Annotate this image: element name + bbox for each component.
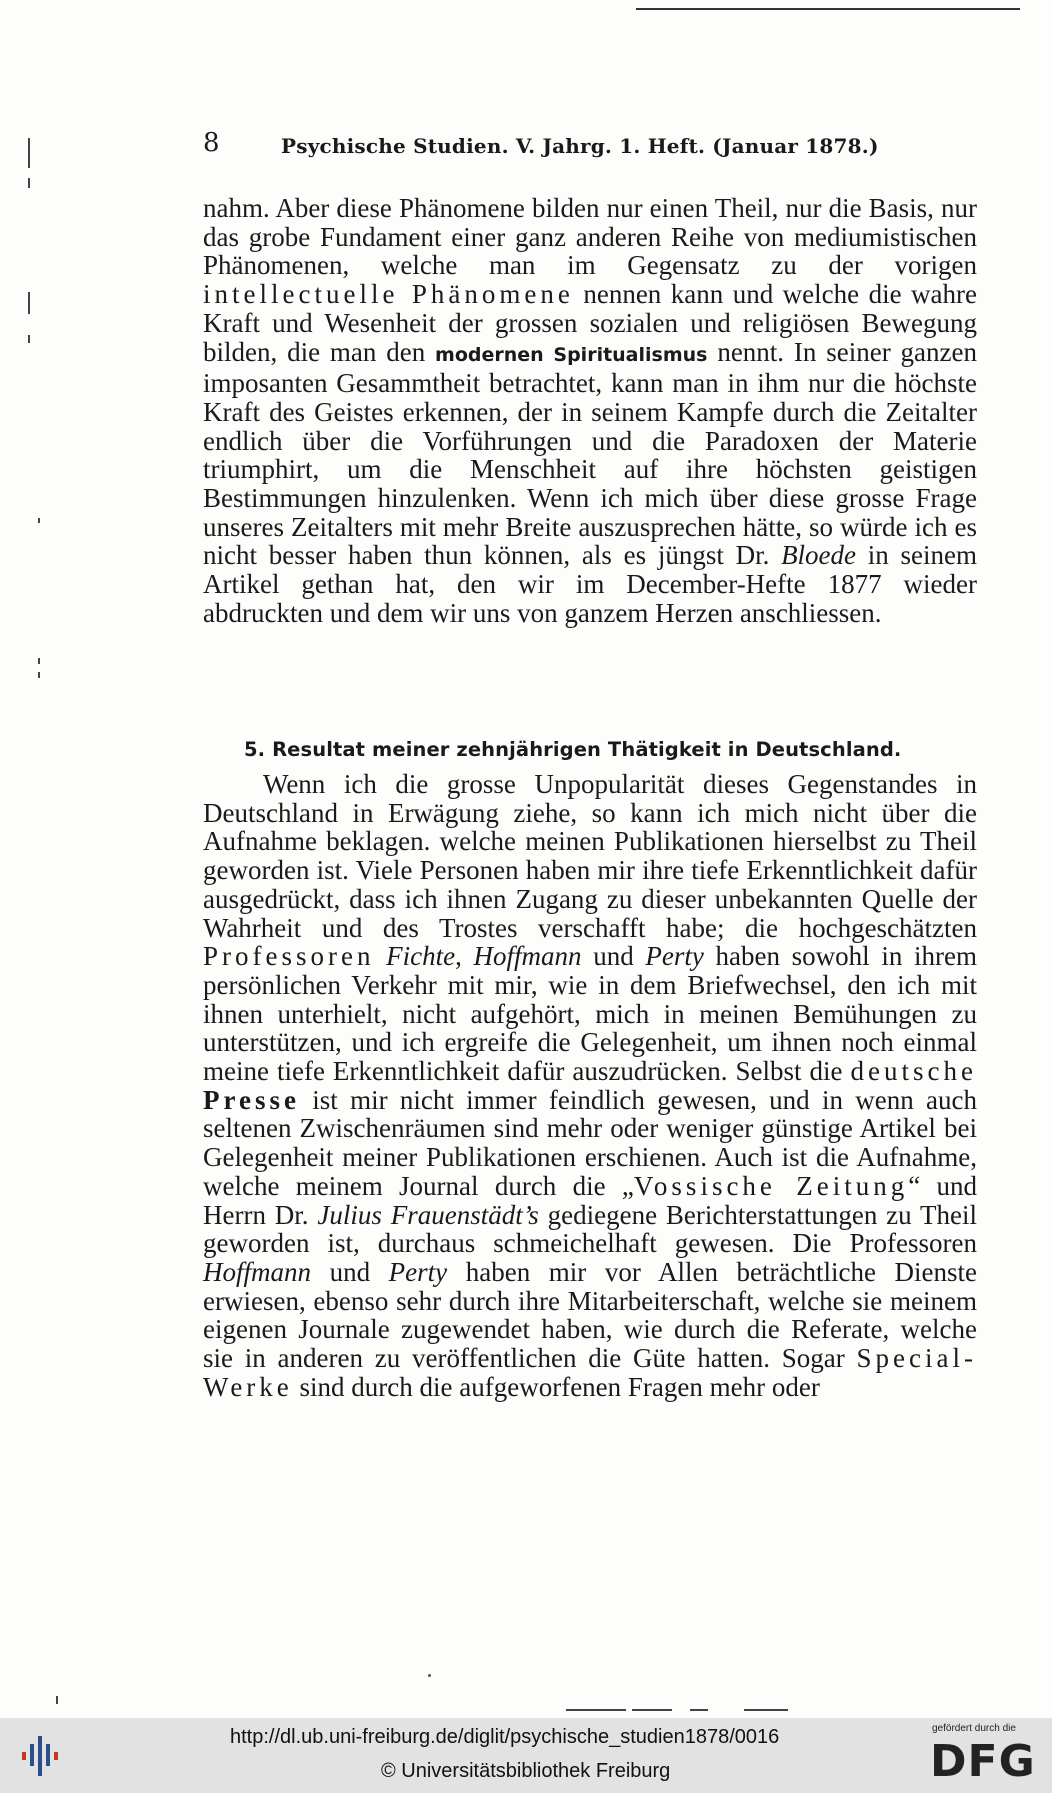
margin-mark xyxy=(38,518,40,523)
italic-name: Bloede xyxy=(781,540,857,571)
running-title: Psychische Studien. V. Jahrg. 1. Heft. (Januar 1878.) xyxy=(281,134,879,158)
margin-mark xyxy=(38,672,40,678)
spaced-emphasis: Special-Werke xyxy=(203,1343,977,1402)
italic-name: Perty xyxy=(645,941,704,972)
bottom-dash xyxy=(744,1709,788,1711)
text-run: , xyxy=(455,941,474,972)
paragraph-2 xyxy=(203,770,977,1401)
text-run: in seinem Artikel gethan hat, den wir im December-Hefte 1877 wieder abdruckten und dem wir uns von ganzem Herzen anschliessen. xyxy=(203,540,977,628)
margin-mark xyxy=(28,292,30,314)
section-heading: 5. Resultat meiner zehnjährigen Thätigkeit in Deutschland. xyxy=(244,738,902,761)
page-number: 8 xyxy=(203,128,220,158)
text-run: und xyxy=(311,1256,389,1287)
text-run: nennt. In seiner ganzen imposanten Gesammtheit betrachtet, kann man in ihm nur die höchste Kraft des Geistes erkennen, der in seinem Kampfe durch die Zeitalter endlich über die Vorführungen und die Paradoxen der Materie triumphirt, um die Menschheit auf ihre höchsten geistigen Bestimmungen hinzulenken. Wenn ich mich über diese grosse Frage unseres Zeitalters mit mehr Breite auszusprechen hätte, so würde ich es nicht besser haben thun können, als es jüngst Dr. xyxy=(203,336,977,571)
margin-mark xyxy=(56,1696,58,1704)
bottom-dash xyxy=(566,1709,626,1711)
top-rule xyxy=(636,8,1020,10)
bottom-dash xyxy=(690,1709,708,1711)
dfg-caption: gefördert durch die xyxy=(932,1723,1016,1734)
spaced-emphasis: Presse xyxy=(203,1084,300,1115)
italic-name: Julius Frauenstädt’s xyxy=(317,1199,539,1230)
text-run xyxy=(374,941,386,971)
italic-name: Hoffmann xyxy=(203,1256,311,1287)
university-logo-icon xyxy=(18,1730,64,1782)
text-run: gediegene Berichterstattungen zu Theil geworden ist, durchaus schmeichelhaft gewesen. Die Professoren xyxy=(203,1199,978,1259)
text-run: sind durch die aufgeworfenen Fragen mehr oder xyxy=(292,1371,820,1402)
dfg-logo: DFG xyxy=(930,1736,1036,1787)
margin-mark xyxy=(28,178,30,188)
scan-speck xyxy=(428,1674,431,1677)
text-run: ist mir nicht immer feindlich gewesen, und in wenn auch seltenen Zwischenräumen sind mehr oder weniger günstige Artikel bei Gelegenheit meiner Publikationen erschienen. Auch ist die Aufnahme, welche meinem Journal durch die „ xyxy=(203,1084,977,1201)
bottom-dash xyxy=(632,1709,672,1711)
text-run: Wenn ich die grosse Unpopularität dieses Gegenstandes in Deutschland in Erwägung ziehe, so kann ich mich nicht über die Aufnahme beklagen. welche meinen Publikationen hierselbst zu Theil geworden ist. Viele Personen haben mir ihre tiefe Erkenntlichkeit dafür ausgedrückt, dass ich ihnen Zugang zu dieser unbekannten Quelle der Wahrheit und des Trostes verschafft habe; die hochgeschätzten xyxy=(203,769,977,943)
margin-mark xyxy=(28,138,30,168)
text-run: und xyxy=(581,941,646,972)
text-run: haben sowohl in ihrem persönlichen Verkehr mit mir, wie in dem Briefwechsel, den ich mit ihnen unterhielt, nicht aufgehört, mich in meinen Bemühungen zu unterstützen, und ich ergreife die Gelegenheit, um ihnen noch einmal meine tiefe Erkenntlichkeit dafür auszudrücken. Selbst die xyxy=(203,941,978,1087)
spaced-emphasis: deutsche xyxy=(850,1056,977,1087)
text-run: haben mir vor Allen beträchtliche Dienste erwiesen, ebenso sehr durch ihre Mitarbeiterschaft, welche sie meinem eigenen Journale zugewendet haben, wie durch die Referate, welche sie in anderen zu veröffentlichen die Güte hatten. Sogar xyxy=(203,1256,978,1374)
spaced-emphasis: Professoren xyxy=(203,941,375,972)
running-header xyxy=(203,130,973,164)
spaced-emphasis: intellectuelle Phänomene xyxy=(203,279,574,310)
text-run: “ und Herrn Dr. xyxy=(203,1170,977,1230)
paragraph-1 xyxy=(203,194,977,628)
copyright-text: © Universitätsbibliothek Freiburg xyxy=(381,1760,671,1782)
italic-name: Hoffmann xyxy=(473,941,582,972)
italic-name: Perty xyxy=(388,1256,448,1287)
spaced-emphasis: Vossische Zeitung xyxy=(633,1170,909,1201)
margin-mark xyxy=(28,335,30,343)
margin-mark xyxy=(38,658,40,664)
bold-emphasis: modernen Spiritualismus xyxy=(435,343,708,366)
text-run: nennen kann und welche die wahre Kraft und Wesenheit der grossen sozialen und religiösen Bewegung bilden, die man den xyxy=(203,279,977,367)
footer-bar xyxy=(0,1718,1052,1793)
text-run: nahm. Aber diese Phänomene bilden nur einen Theil, nur die Basis, nur das grobe Fundament einer ganz anderen Reihe von mediumistischen Phänomenen, welche man im Gegensatz zu der vorigen xyxy=(203,193,977,281)
italic-name: Fichte xyxy=(386,941,456,972)
source-link[interactable]: http://dl.ub.uni-freiburg.de/diglit/psychische_studien1878/0016 xyxy=(230,1726,780,1748)
